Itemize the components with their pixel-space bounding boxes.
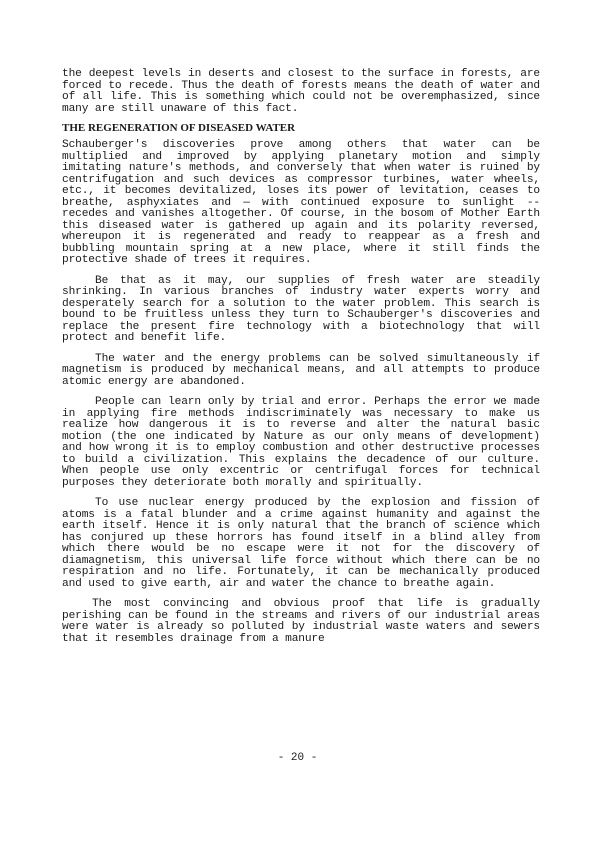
paragraph-energy: The water and the energy problems can be solved simultaneously if magnetism is produced by mechanical means, and all attempts to produce atomic energy are abandoned. xyxy=(62,352,540,388)
page-body xyxy=(62,69,540,645)
paragraph-schauberger: Schauberger's discoveries prove among others that water can be multiplied and improved by applying planetary motion and simply imitating nature's methods, and conversely that when water is ruined by centrifugation and such devices as compressor turbines, water wheels, etc., it becomes devitalized, loses its power of levitation, ceases to breathe, asphyxiates and — with continued exposure to sunlight -- recedes and vanishes altogether. Of course, in the bosom of Mother Earth this diseased water is gathered up again and its polarity reversed, whereupon it is regenerated and ready to reappear as a fresh and bubbling mountain spring at a new place, where it still finds the protective shade of trees it requires. xyxy=(62,139,540,266)
paragraph-nuclear: To use nuclear energy produced by the explosion and fission of atoms is a fatal blunder and a crime against humanity and against the earth itself. Hence it is only natural that the branch of science which has conjured up these horrors has found itself in a blind alley from which there would be no escape were it not for the discovery of diamagnetism, this universal life force without which there can be no respiration and no life. Fortunately, it can be mechanically produced and used to give earth, air and water the chance to breathe again. xyxy=(62,497,540,590)
paragraph-supplies: Be that as it may, our supplies of fresh water are steadily shrinking. In various branches of industry water experts worry and desperately search for a solution to the water problem. This search is bound to be fruitless unless they turn to Schauberger's discoveries and replace the present fire technology with a biotechnology that will protect and benefit life. xyxy=(62,274,540,344)
section-heading: THE REGENERATION OF DISEASED WATER xyxy=(62,122,296,134)
paragraph-trial-error: People can learn only by trial and error. Perhaps the error we made in applying fire methods indiscriminately was necessary to make us realize how dangerous it is to reverse and alter the natural basic motion (the one indicated by Nature as our only means of development) and how wrong it is to employ combustion and other destructive processes to build a civilization. This explains the decadence of our culture. When people use only excentric or centrifugal forces for technical purposes they deteriorate both morally and spiritually. xyxy=(62,396,540,489)
paragraph-intro: the deepest levels in deserts and closest to the surface in forests, are forced to recede. Thus the death of forests means the death of water and of all life. This is something which could not be overemphasized, since many are still unaware of this fact. xyxy=(62,68,540,115)
paragraph-proof: The most convincing and obvious proof that life is gradually perishing can be found in the streams and rivers of our industrial areas were water is already so polluted by industrial waste waters and sewers that it resembles drainage from a manure xyxy=(62,598,540,645)
page-number: - 20 - xyxy=(277,752,318,764)
